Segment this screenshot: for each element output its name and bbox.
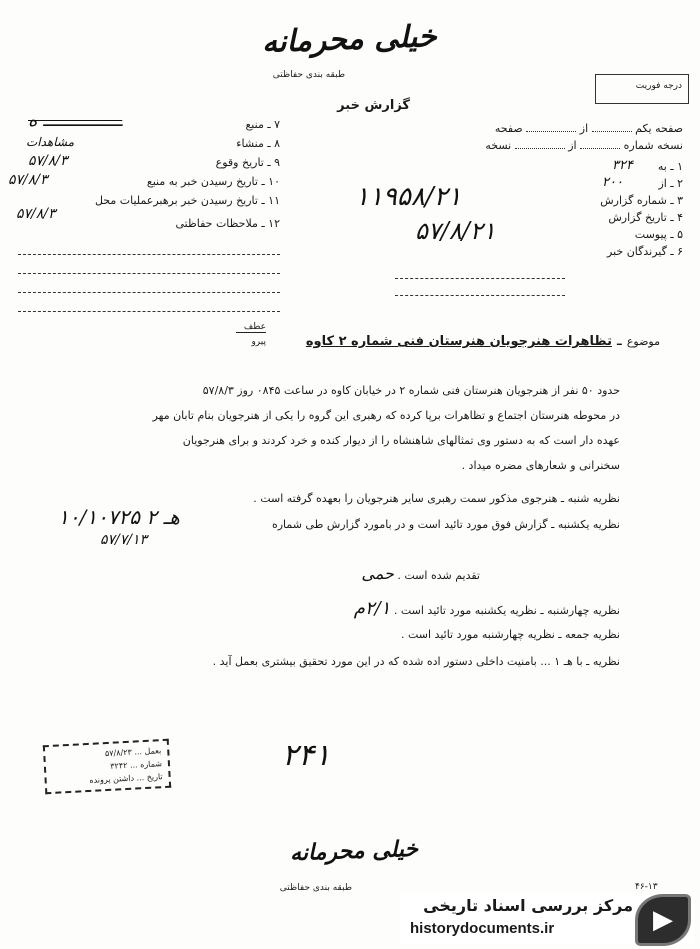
opinion-row: نظریه چهارشنبه ـ نظریه یکشنبه مورد تائید است . ۲/۱م [353, 598, 620, 619]
watermark-url: historydocuments.ir [410, 920, 555, 937]
left-field-row: ۷ ـ منبع ـــــــــــــــ ه [28, 110, 280, 131]
right-field-row: ۶ ـ گیرندگان خبر [607, 245, 683, 258]
bottom-classification-label: طبقه بندی حفاظتی [279, 883, 352, 893]
handwritten-number: ۲۴۱ [282, 738, 331, 773]
field-value: ۵۷/۸/۳ [8, 172, 48, 188]
priority-box [595, 74, 689, 104]
handwritten-ref-date: ۵۷/۷/۱۳ [100, 532, 148, 548]
opinion-row: نظریه ـ با هـ ۱ ... بامنیت داخلی دستور اده شده که در این مورد تحقیق بیشتری بعمل آید . [212, 655, 620, 668]
report-date: ۵۷/۸/۲۱ [415, 217, 496, 245]
field-value: مشاهدات [26, 135, 75, 149]
opinion-row: نظریه یکشنبه ـ گزارش فوق مورد تائید است و در بامورد گزارش طی شماره [271, 518, 620, 531]
blank-line [395, 262, 565, 279]
blank-line [18, 274, 280, 293]
subject-text: تظاهرات هنرجویان هنرستان فنی شماره ۲ کاوه [305, 334, 612, 349]
report-number: ۱۱۹۵۸/۲۱ [355, 182, 462, 212]
peyro-label: پیرو [251, 337, 266, 347]
right-fields [355, 122, 683, 296]
top-classification-stamp: خیلی محرمانه [261, 18, 438, 61]
field-value: ۵۷/۸/۳ [28, 153, 68, 169]
left-field-row: ۱۰ ـ تاریخ رسیدن خبر به منبع ۵۷/۸/۳ [8, 172, 280, 188]
right-field-row: ۲ ـ از ۲۰۰ [602, 175, 683, 190]
watermark [400, 892, 695, 944]
left-field-row: ۸ ـ منشاء مشاهدات [26, 135, 280, 150]
right-field-row: ۳ ـ شماره گزارش ۱۱۹۵۸/۲۱ [355, 182, 683, 212]
handwritten-ref-number: ۱۰/۱۰۷۲۵ هـ ۲ [58, 505, 180, 529]
blank-line [18, 255, 280, 274]
body-line: عهده دار است که به دستور وی تمثالهای شاهنشاه را از دیوار کنده و خرد کردند و برای هنرجویان [182, 434, 620, 447]
report-title: گزارش خبر [337, 98, 410, 113]
priority-label: درجه فوریت [635, 81, 682, 91]
bottom-classification-stamp: خیلی محرمانه [289, 835, 419, 867]
form-code: ۴۶-۱۳ [635, 882, 658, 892]
field-label: منبع [245, 118, 264, 131]
opinion-row: نظریه جمعه ـ نظریه چهارشنبه مورد تائید است . [400, 628, 620, 641]
blank-line [395, 279, 565, 296]
left-field-row: ۱۲ ـ ملاحظات حفاظتی [175, 217, 280, 230]
opinion-row: تقدیم شده است . حمی [361, 564, 480, 583]
field-value: ۲۰۰ [602, 175, 623, 190]
subject-row: موضوع ـ تظاهرات هنرجویان هنرستان فنی شماره ۲ کاوه [305, 330, 660, 349]
scribbled-source: ـــــــــــــــ ه [28, 110, 123, 131]
body-line: حدود ۵۰ نفر از هنرجویان هنرستان فنی شماره ۲ در خیابان کاوه در ساعت ۰۸۴۵ روز ۵۷/۸/۳ [202, 384, 620, 397]
history-docs-logo-icon: ▶ [635, 894, 691, 946]
copy-row: نسخه شماره از نسخه [485, 139, 683, 152]
field-value: ۵۷/۸/۳ [16, 206, 56, 222]
right-field-row: ۱ ـ به ۳۲۴ [612, 158, 683, 173]
top-classification-label: طبقه بندی حفاظتی [272, 70, 345, 80]
page-row: صفحه یکم از صفحه [494, 122, 683, 135]
right-field-row: ۵ ـ پیوست [634, 228, 683, 241]
received-stamp: بعمل ... ۵۷/۸/۲۳ شماره ... ۳۲۴۲ تاریخ ... داشتن پرونده [43, 739, 171, 795]
field-num: ۷ [274, 118, 280, 131]
body-line: سخنرانی و شعارهای مضره میداد . [461, 459, 620, 472]
opinion-row: نظریه شنبه ـ هنرجوی مذکور سمت رهبری سایر هنرجویان را بعهده گرفته است . [253, 492, 620, 505]
body-line: در محوطه هنرستان اجتماع و تظاهرات برپا کرده که رهبری این گروه را یکی از هنرجویان بنام تابان مهر [152, 409, 620, 422]
report-body [60, 378, 620, 478]
subject-label: موضوع [626, 335, 660, 348]
left-field-row: ۱۱ ـ تاریخ رسیدن خبر برهبرعملیات محل ۵۷/۸/۳ [16, 194, 280, 222]
reference-box [236, 322, 266, 347]
field-value: ۳۲۴ [612, 158, 633, 173]
watermark-title: مرکز بررسی اسناد تاریخی [423, 896, 633, 915]
right-field-row: ۴ ـ تاریخ گزارش ۵۷/۸/۲۱ [415, 211, 683, 245]
left-field-row: ۹ ـ تاریخ وقوع ۵۷/۸/۳ [28, 153, 280, 169]
blank-line [18, 293, 280, 312]
atf-label: عطف [236, 322, 266, 333]
blank-line [18, 236, 280, 255]
left-fields [8, 110, 280, 312]
